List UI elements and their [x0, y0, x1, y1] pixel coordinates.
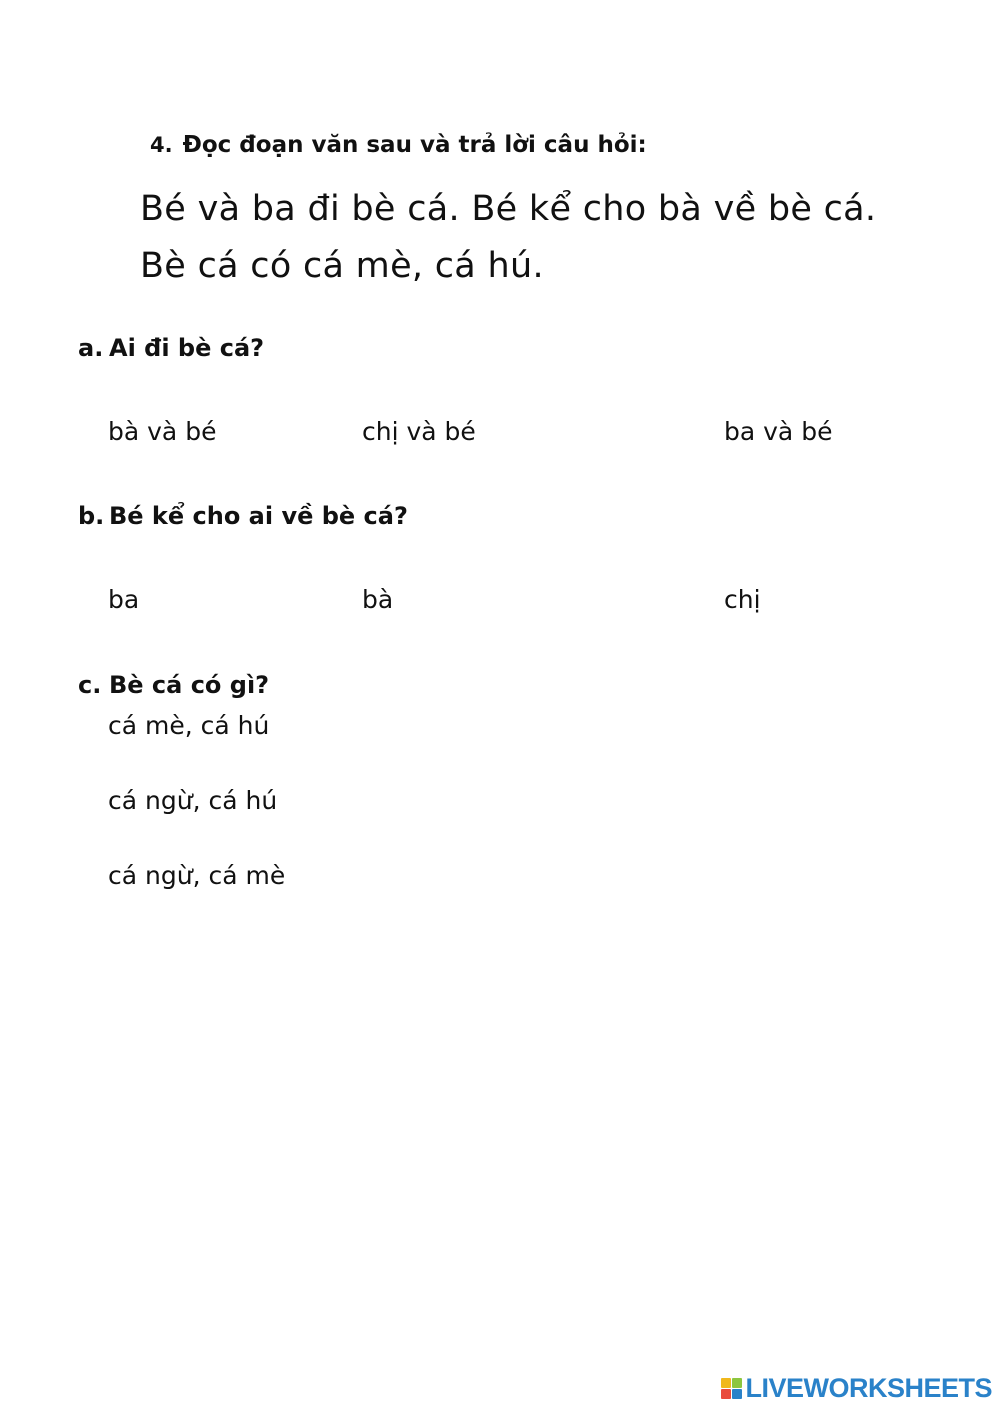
option-c-3[interactable]: cá ngừ, cá mè	[108, 861, 286, 890]
question-text: Bè cá có gì?	[109, 671, 270, 699]
question-letter: c.	[78, 671, 102, 699]
question-b	[78, 499, 408, 533]
passage-line-2: Bè cá có cá mè, cá hú.	[140, 246, 544, 286]
option-c-2[interactable]: cá ngừ, cá hú	[108, 786, 278, 815]
instruction	[150, 128, 647, 162]
brand-name: LIVEWORKSHEETS	[745, 1373, 992, 1403]
question-c	[78, 668, 269, 702]
instruction-text: Đọc đoạn văn sau và trả lời câu hỏi:	[182, 132, 647, 158]
option-a-1[interactable]: bà và bé	[108, 417, 217, 446]
option-b-3[interactable]: chị	[724, 585, 761, 614]
brand-logo	[721, 1373, 992, 1404]
option-b-1[interactable]: ba	[108, 585, 140, 614]
liveworksheets-logo-icon	[721, 1378, 742, 1399]
option-a-3[interactable]: ba và bé	[724, 417, 833, 446]
passage-line-1: Bé và ba đi bè cá. Bé kể cho bà về bè cá.	[140, 189, 877, 229]
option-c-1[interactable]: cá mè, cá hú	[108, 711, 270, 740]
option-b-2[interactable]: bà	[362, 585, 394, 614]
instruction-number: 4.	[150, 133, 173, 157]
question-text: Bé kể cho ai về bè cá?	[109, 502, 408, 530]
question-letter: a.	[78, 334, 104, 362]
question-letter: b.	[78, 502, 105, 530]
option-a-2[interactable]: chị và bé	[362, 417, 476, 446]
question-text: Ai đi bè cá?	[109, 334, 265, 362]
question-a	[78, 331, 264, 365]
